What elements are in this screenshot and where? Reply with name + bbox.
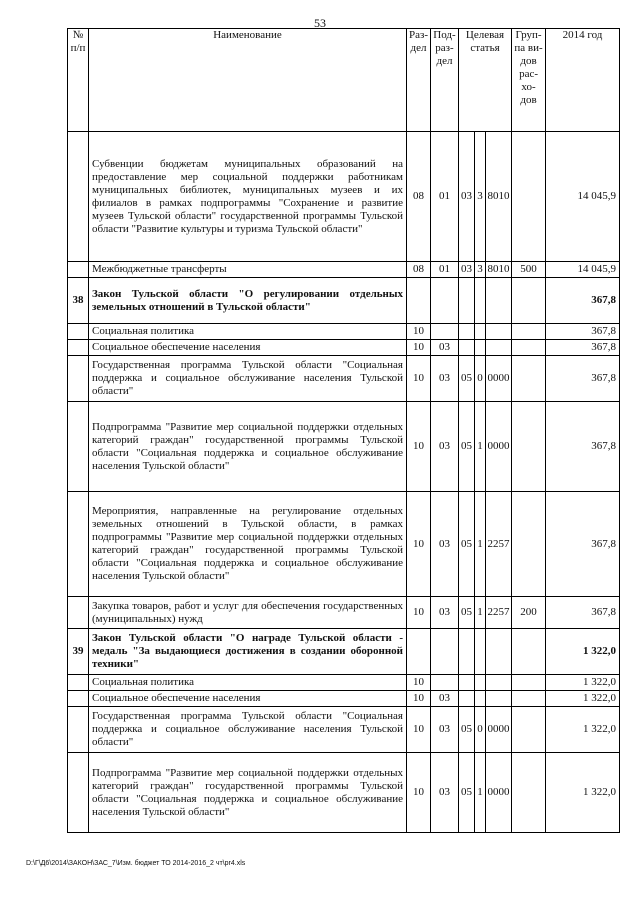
row-amount-2014: 1 322,0: [546, 675, 620, 691]
row-num: [68, 753, 89, 833]
row-num: [68, 262, 89, 278]
row-name: Закон Тульской области "О регулировании отдельных земельных отношений в Тульской области": [89, 278, 407, 324]
row-podrazdel: 03: [431, 356, 459, 402]
row-expense-group: [512, 707, 546, 753]
row-target-part1: [459, 324, 475, 340]
row-podrazdel: 03: [431, 340, 459, 356]
table-row: [68, 262, 620, 278]
row-name: Государственная программа Тульской области "Социальная поддержка и социальное обслуживание населения Тульской области": [89, 356, 407, 402]
row-amount-2014: 14 045,9: [546, 132, 620, 262]
row-target-part2: [475, 691, 486, 707]
table-row: [68, 753, 620, 833]
row-target-part3: [486, 675, 512, 691]
row-num: [68, 356, 89, 402]
budget-table: [67, 28, 620, 833]
row-amount-2014: 367,8: [546, 356, 620, 402]
table-row: [68, 356, 620, 402]
row-num: 38: [68, 278, 89, 324]
table-row: [68, 402, 620, 492]
table-row: [68, 597, 620, 629]
row-expense-group: [512, 324, 546, 340]
row-target-part3: 8010: [486, 132, 512, 262]
col-header-gruppa: Груп- па ви- дов рас- хо- дов: [512, 29, 546, 132]
row-target-part2: [475, 324, 486, 340]
row-expense-group: [512, 340, 546, 356]
row-target-part3: 0000: [486, 402, 512, 492]
row-target-part2: 1: [475, 402, 486, 492]
row-target-part3: [486, 340, 512, 356]
row-name: Субвенции бюджетам муниципальных образований на предоставление мер социальной поддержки работникам муниципальных библиотек, муниципальных музеев и их филиалов в рамках подпрограммы "Сохранение и развитие музеев Тульской области" государственной программы Тульской области "Развитие культуры и туризма Тульской области": [89, 132, 407, 262]
col-header-name: Наименование: [89, 29, 407, 132]
row-target-part3: 2257: [486, 492, 512, 597]
row-num: [68, 340, 89, 356]
row-razdel: 08: [407, 262, 431, 278]
table-row: [68, 691, 620, 707]
row-target-part2: 0: [475, 356, 486, 402]
row-name: Подпрограмма "Развитие мер социальной поддержки отдельных категорий граждан" государственной программы Тульской области "Социальная поддержка и социальное обслуживание населения Тульской области": [89, 753, 407, 833]
row-razdel: 10: [407, 753, 431, 833]
row-target-part3: 0000: [486, 707, 512, 753]
row-target-part3: 2257: [486, 597, 512, 629]
row-podrazdel: 01: [431, 132, 459, 262]
row-name: Социальная политика: [89, 675, 407, 691]
table-row: [68, 675, 620, 691]
row-target-part2: [475, 675, 486, 691]
row-num: [68, 675, 89, 691]
table-row: [68, 340, 620, 356]
table-row: [68, 492, 620, 597]
row-target-part2: 3: [475, 132, 486, 262]
row-name: Закупка товаров, работ и услуг для обеспечения государственных (муниципальных) нужд: [89, 597, 407, 629]
col-header-podrazdel: Под- раз- дел: [431, 29, 459, 132]
row-expense-group: [512, 402, 546, 492]
row-expense-group: [512, 278, 546, 324]
row-target-part1: 05: [459, 597, 475, 629]
row-target-part1: [459, 691, 475, 707]
col-header-year: 2014 год: [546, 29, 620, 132]
row-podrazdel: 03: [431, 402, 459, 492]
row-podrazdel: [431, 675, 459, 691]
table-row: [68, 278, 620, 324]
row-podrazdel: 03: [431, 492, 459, 597]
table-header-row: [68, 29, 620, 132]
row-target-part2: 1: [475, 753, 486, 833]
table-row: [68, 324, 620, 340]
row-expense-group: [512, 675, 546, 691]
row-podrazdel: [431, 324, 459, 340]
row-razdel: 10: [407, 597, 431, 629]
row-num: [68, 402, 89, 492]
row-name: Социальное обеспечение населения: [89, 691, 407, 707]
row-amount-2014: 367,8: [546, 492, 620, 597]
row-podrazdel: 01: [431, 262, 459, 278]
row-target-part1: 05: [459, 492, 475, 597]
row-razdel: 10: [407, 707, 431, 753]
footer-file-path: D:\Г\Д6\2014\ЗАКОН\ЗАС_7\Изм. бюджет ТО 2014-2016_2 чт\pr4.xls: [26, 860, 246, 867]
row-target-part1: 03: [459, 262, 475, 278]
row-amount-2014: 1 322,0: [546, 691, 620, 707]
row-razdel: 10: [407, 402, 431, 492]
row-name: Социальное обеспечение населения: [89, 340, 407, 356]
row-expense-group: [512, 492, 546, 597]
table-row: [68, 132, 620, 262]
row-target-part2: 0: [475, 707, 486, 753]
row-num: [68, 492, 89, 597]
row-name: Государственная программа Тульской области "Социальная поддержка и социальное обслуживание населения Тульской области": [89, 707, 407, 753]
row-target-part3: 8010: [486, 262, 512, 278]
row-num: 39: [68, 629, 89, 675]
row-razdel: [407, 629, 431, 675]
row-podrazdel: 03: [431, 691, 459, 707]
row-num: [68, 324, 89, 340]
row-target-part2: [475, 340, 486, 356]
row-target-part2: 3: [475, 262, 486, 278]
row-amount-2014: 367,8: [546, 597, 620, 629]
row-target-part2: [475, 629, 486, 675]
row-razdel: 10: [407, 691, 431, 707]
row-podrazdel: [431, 629, 459, 675]
row-expense-group: [512, 691, 546, 707]
row-razdel: 10: [407, 675, 431, 691]
row-razdel: [407, 278, 431, 324]
row-target-part2: 1: [475, 492, 486, 597]
row-target-part2: [475, 278, 486, 324]
table-row: [68, 707, 620, 753]
row-expense-group: 500: [512, 262, 546, 278]
row-target-part3: [486, 278, 512, 324]
row-target-part3: [486, 324, 512, 340]
row-num: [68, 707, 89, 753]
col-header-tselevaya: Целевая статья: [459, 29, 512, 132]
row-target-part1: 05: [459, 356, 475, 402]
row-target-part3: [486, 691, 512, 707]
row-target-part3: [486, 629, 512, 675]
row-name: Подпрограмма "Развитие мер социальной поддержки отдельных категорий граждан" государственной программы Тульской области "Социальная поддержка и социальное обслуживание населения Тульской области": [89, 402, 407, 492]
col-header-razdel: Раз- дел: [407, 29, 431, 132]
row-expense-group: [512, 753, 546, 833]
col-header-num: № п/п: [68, 29, 89, 132]
row-target-part1: [459, 340, 475, 356]
row-target-part1: [459, 278, 475, 324]
row-target-part3: 0000: [486, 356, 512, 402]
row-expense-group: 200: [512, 597, 546, 629]
row-razdel: 10: [407, 492, 431, 597]
row-amount-2014: 367,8: [546, 324, 620, 340]
row-name: Социальная политика: [89, 324, 407, 340]
row-expense-group: [512, 132, 546, 262]
row-target-part2: 1: [475, 597, 486, 629]
row-name: Мероприятия, направленные на регулирование отдельных земельных отношений в Тульской области, в рамках подпрограммы "Развитие мер социальной поддержки отдельных категорий граждан" государственной программы Тульской области "Социальная поддержка и социальное обслуживание населения Тульской области": [89, 492, 407, 597]
row-amount-2014: 367,8: [546, 340, 620, 356]
row-amount-2014: 1 322,0: [546, 629, 620, 675]
row-podrazdel: 03: [431, 597, 459, 629]
row-target-part1: 05: [459, 707, 475, 753]
row-razdel: 10: [407, 324, 431, 340]
row-expense-group: [512, 356, 546, 402]
row-razdel: 10: [407, 356, 431, 402]
row-target-part3: 0000: [486, 753, 512, 833]
row-amount-2014: 1 322,0: [546, 753, 620, 833]
row-num: [68, 597, 89, 629]
row-podrazdel: 03: [431, 753, 459, 833]
row-target-part1: 05: [459, 402, 475, 492]
row-num: [68, 132, 89, 262]
row-target-part1: 05: [459, 753, 475, 833]
row-podrazdel: [431, 278, 459, 324]
row-amount-2014: 14 045,9: [546, 262, 620, 278]
row-expense-group: [512, 629, 546, 675]
row-podrazdel: 03: [431, 707, 459, 753]
row-num: [68, 691, 89, 707]
page-number: 53: [314, 16, 326, 30]
row-name: Закон Тульской области "О награде Тульской области - медаль "За выдающиеся достижения в создании оборонной техники": [89, 629, 407, 675]
row-amount-2014: 367,8: [546, 278, 620, 324]
table-row: [68, 629, 620, 675]
row-target-part1: [459, 629, 475, 675]
row-target-part1: [459, 675, 475, 691]
row-name: Межбюджетные трансферты: [89, 262, 407, 278]
row-razdel: 08: [407, 132, 431, 262]
row-target-part1: 03: [459, 132, 475, 262]
row-amount-2014: 367,8: [546, 402, 620, 492]
row-amount-2014: 1 322,0: [546, 707, 620, 753]
row-razdel: 10: [407, 340, 431, 356]
